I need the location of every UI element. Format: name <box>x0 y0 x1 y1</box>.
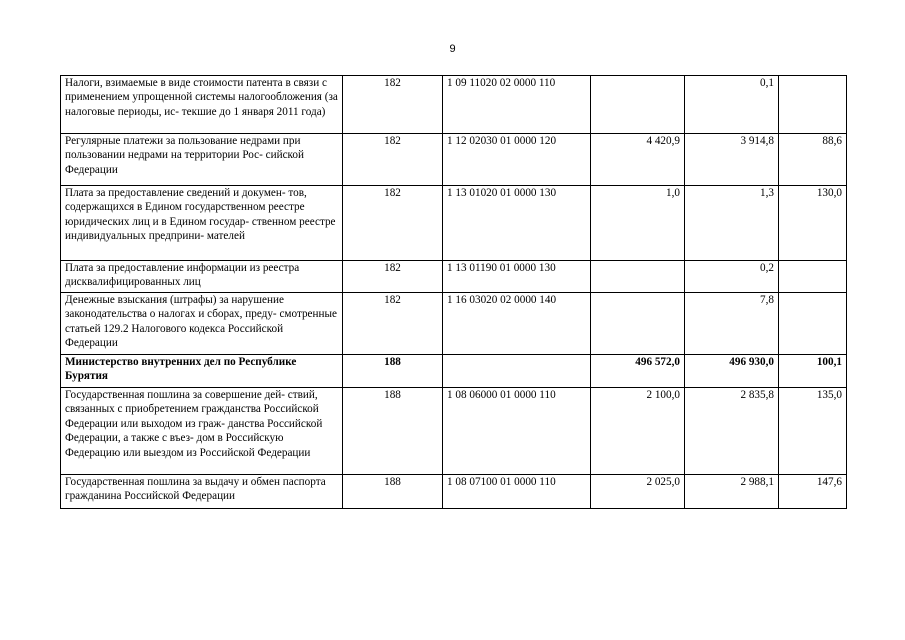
cell-plan <box>591 76 685 134</box>
cell-budget-code: 1 12 02030 01 0000 120 <box>443 134 591 186</box>
table-row <box>61 475 847 509</box>
cell-admin-code: 182 <box>343 134 443 186</box>
cell-percent: 88,6 <box>779 134 847 186</box>
cell-budget-code: 1 13 01190 01 0000 130 <box>443 261 591 293</box>
table-row <box>61 293 847 355</box>
cell-name: Государственная пошлина за совершение дей- ствий, связанных с приобретением гражданства Российской Федерации или выходом из граж- данства Российской Федерации, а также с въез- дом в Российскую Федерацию или выездом из Российской Федерации <box>61 388 343 475</box>
cell-budget-code <box>443 355 591 388</box>
cell-budget-code: 1 08 07100 01 0000 110 <box>443 475 591 509</box>
table-row <box>61 186 847 261</box>
cell-fact: 0,2 <box>685 261 779 293</box>
cell-name: Регулярные платежи за пользование недрами при пользовании недрами на территории Рос- сийской Федерации <box>61 134 343 186</box>
cell-name: Денежные взыскания (штрафы) за нарушение законодательства о налогах и сборах, преду- смотренные статьей 129.2 Налогового кодекса Российской Федерации <box>61 293 343 355</box>
table-row <box>61 261 847 293</box>
cell-plan: 2 025,0 <box>591 475 685 509</box>
table-row <box>61 355 847 388</box>
cell-budget-code: 1 13 01020 01 0000 130 <box>443 186 591 261</box>
cell-fact: 7,8 <box>685 293 779 355</box>
cell-budget-code: 1 09 11020 02 0000 110 <box>443 76 591 134</box>
revenue-table <box>60 75 847 509</box>
cell-percent <box>779 261 847 293</box>
cell-percent: 130,0 <box>779 186 847 261</box>
cell-percent: 147,6 <box>779 475 847 509</box>
cell-percent <box>779 76 847 134</box>
cell-admin-code: 188 <box>343 388 443 475</box>
cell-plan <box>591 293 685 355</box>
table-row <box>61 388 847 475</box>
cell-admin-code: 182 <box>343 261 443 293</box>
cell-budget-code: 1 16 03020 02 0000 140 <box>443 293 591 355</box>
cell-name: Министерство внутренних дел по Республике Бурятия <box>61 355 343 388</box>
cell-fact: 2 835,8 <box>685 388 779 475</box>
cell-plan <box>591 261 685 293</box>
page-number: 9 <box>449 43 456 55</box>
cell-admin-code: 182 <box>343 293 443 355</box>
cell-fact: 3 914,8 <box>685 134 779 186</box>
cell-plan: 496 572,0 <box>591 355 685 388</box>
revenue-table-body <box>61 76 847 509</box>
table-row <box>61 76 847 134</box>
cell-fact: 1,3 <box>685 186 779 261</box>
cell-admin-code: 182 <box>343 76 443 134</box>
cell-name: Плата за предоставление сведений и докумен- тов, содержащихся в Едином государственном реестре юридических лиц и в Едином государ- ственном реестре индивидуальных предприни- мателей <box>61 186 343 261</box>
table-row <box>61 134 847 186</box>
cell-fact: 2 988,1 <box>685 475 779 509</box>
cell-admin-code: 188 <box>343 355 443 388</box>
cell-fact: 0,1 <box>685 76 779 134</box>
cell-budget-code: 1 08 06000 01 0000 110 <box>443 388 591 475</box>
cell-plan: 4 420,9 <box>591 134 685 186</box>
cell-percent <box>779 293 847 355</box>
cell-name: Налоги, взимаемые в виде стоимости патента в связи с применением упрощенной системы налогообложения (за налоговые периоды, ис- текшие до 1 января 2011 года) <box>61 76 343 134</box>
cell-admin-code: 182 <box>343 186 443 261</box>
cell-percent: 135,0 <box>779 388 847 475</box>
cell-plan: 2 100,0 <box>591 388 685 475</box>
cell-plan: 1,0 <box>591 186 685 261</box>
cell-name: Государственная пошлина за выдачу и обмен паспорта гражданина Российской Федерации <box>61 475 343 509</box>
cell-percent: 100,1 <box>779 355 847 388</box>
cell-name: Плата за предоставление информации из реестра дисквалифицированных лиц <box>61 261 343 293</box>
cell-admin-code: 188 <box>343 475 443 509</box>
cell-fact: 496 930,0 <box>685 355 779 388</box>
